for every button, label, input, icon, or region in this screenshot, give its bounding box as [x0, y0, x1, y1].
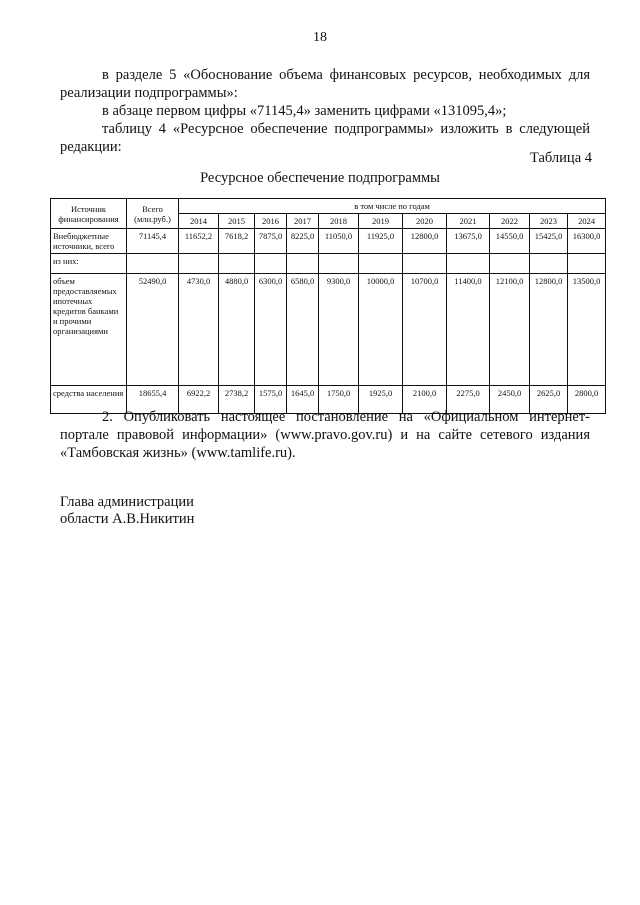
header-year: 2019	[359, 214, 403, 229]
row-source: объем предоставляемых ипотечных кредитов банками и прочими организациями	[51, 274, 127, 386]
header-year: 2024	[568, 214, 606, 229]
row-year-value: 2275,0	[447, 386, 490, 414]
row-year-value: 6922,2	[179, 386, 219, 414]
row-year-value: 12100,0	[490, 274, 530, 386]
row-year-value: 2100,0	[403, 386, 447, 414]
row-year-value: 11050,0	[319, 229, 359, 254]
header-year: 2017	[287, 214, 319, 229]
table-body	[51, 229, 606, 414]
intro-paragraph-1: в разделе 5 «Обоснование объема финансовых ресурсов, необходимых для реализации подпрограммы»:	[60, 67, 590, 101]
header-source: Источник финансирования	[51, 199, 127, 229]
row-year-value: 4880,0	[219, 274, 255, 386]
row-year-value	[255, 254, 287, 274]
row-year-value	[568, 254, 606, 274]
header-year: 2023	[530, 214, 568, 229]
row-year-value: 2800,0	[568, 386, 606, 414]
row-year-value: 2625,0	[530, 386, 568, 414]
row-year-value: 14550,0	[490, 229, 530, 254]
row-year-value: 11652,2	[179, 229, 219, 254]
row-year-value: 15425,0	[530, 229, 568, 254]
page-number: 18	[313, 30, 327, 45]
row-year-value: 1645,0	[287, 386, 319, 414]
signature-block	[60, 494, 194, 528]
row-year-value	[490, 254, 530, 274]
row-year-value	[359, 254, 403, 274]
row-year-value: 7875,0	[255, 229, 287, 254]
row-year-value: 13675,0	[447, 229, 490, 254]
row-year-value: 2738,2	[219, 386, 255, 414]
row-year-value	[447, 254, 490, 274]
table-header-row	[51, 199, 606, 214]
intro-paragraph-2: в абзаце первом цифры «71145,4» заменить цифрами «131095,4»;	[102, 103, 507, 119]
row-year-value: 4730,0	[179, 274, 219, 386]
row-year-value: 10000,0	[359, 274, 403, 386]
amendment-text	[60, 66, 590, 156]
row-year-value: 11400,0	[447, 274, 490, 386]
table-row	[51, 274, 606, 386]
header-year: 2014	[179, 214, 219, 229]
row-year-value	[287, 254, 319, 274]
row-year-value: 12800,0	[530, 274, 568, 386]
table-title: Ресурсное обеспечение подпрограммы	[200, 170, 440, 186]
row-year-value	[319, 254, 359, 274]
row-year-value: 2450,0	[490, 386, 530, 414]
header-years-group: в том числе по годам	[179, 199, 606, 214]
row-year-value: 12800,0	[403, 229, 447, 254]
intro-paragraph-3: таблицу 4 «Ресурсное обеспечение подпрограммы» изложить в следующей редакции:	[60, 121, 590, 155]
header-total: Всего (млн.руб.)	[127, 199, 179, 229]
publication-paragraph: 2. Опубликовать настоящее постановление на «Официальном интернет-портале правовой информации» (www.pravo.gov.ru) и на сайте сетевого издания «Тамбовская жизнь» (www.tamlife.ru).	[60, 409, 590, 461]
row-total	[127, 254, 179, 274]
row-year-value: 7618,2	[219, 229, 255, 254]
row-year-value	[219, 254, 255, 274]
row-year-value: 11925,0	[359, 229, 403, 254]
row-total: 71145,4	[127, 229, 179, 254]
table-row	[51, 229, 606, 254]
row-source: из них:	[51, 254, 127, 274]
row-year-value	[530, 254, 568, 274]
row-source: Внебюджетные источники, всего	[51, 229, 127, 254]
row-year-value: 9300,0	[319, 274, 359, 386]
row-year-value	[403, 254, 447, 274]
signature-line-1: Глава администрации	[60, 494, 194, 510]
row-year-value: 1750,0	[319, 386, 359, 414]
table-row	[51, 254, 606, 274]
header-year: 2020	[403, 214, 447, 229]
row-source: средства населения	[51, 386, 127, 414]
resource-table	[50, 198, 606, 414]
header-year: 2016	[255, 214, 287, 229]
row-year-value: 16300,0	[568, 229, 606, 254]
header-year: 2021	[447, 214, 490, 229]
row-year-value: 13500,0	[568, 274, 606, 386]
row-year-value: 8225,0	[287, 229, 319, 254]
header-year: 2018	[319, 214, 359, 229]
row-year-value: 10700,0	[403, 274, 447, 386]
row-total: 52490,0	[127, 274, 179, 386]
row-year-value	[179, 254, 219, 274]
signature-line-2: области А.В.Никитин	[60, 511, 195, 527]
row-year-value: 1925,0	[359, 386, 403, 414]
row-year-value: 6300,0	[255, 274, 287, 386]
row-total: 18655,4	[127, 386, 179, 414]
table-label: Таблица 4	[529, 150, 592, 166]
row-year-value: 1575,0	[255, 386, 287, 414]
row-year-value: 6580,0	[287, 274, 319, 386]
header-year: 2015	[219, 214, 255, 229]
header-year: 2022	[490, 214, 530, 229]
